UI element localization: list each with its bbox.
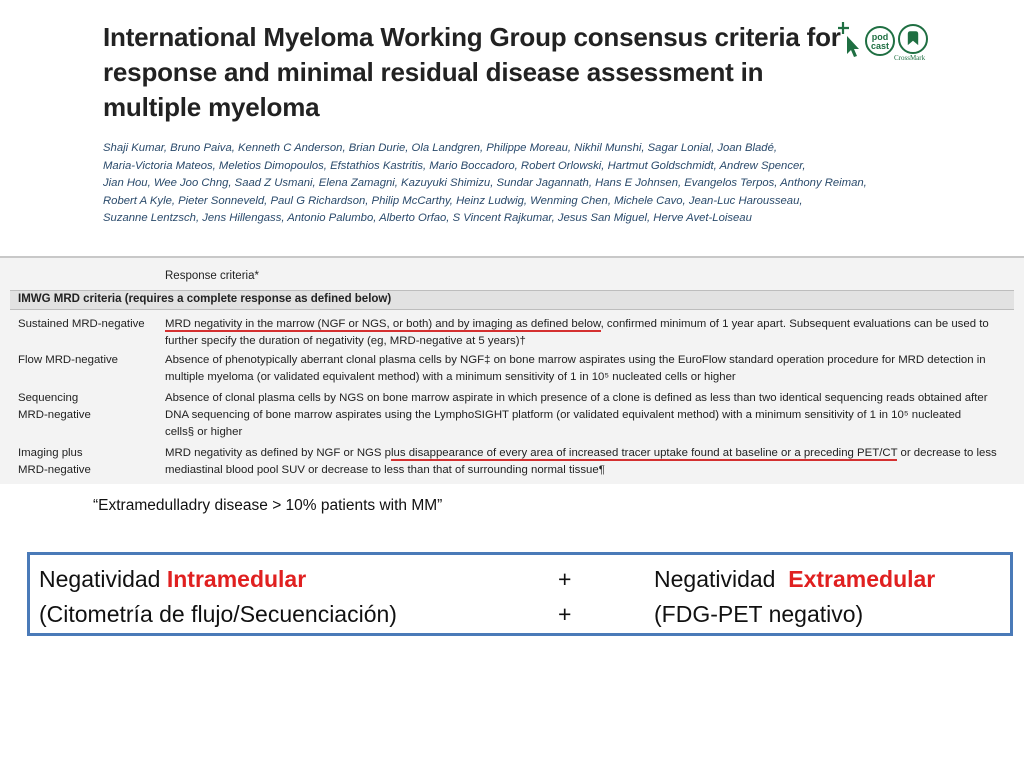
summary-box (27, 552, 1013, 636)
text-span: MRD negativity as defined by NGF or NGS p (165, 447, 391, 459)
podcast-bottom-label: cast (870, 41, 889, 51)
author-line: Shaji Kumar, Bruno Paiva, Kenneth C Anderson, Brian Durie, Ola Landgren, Philippe Moreau, Nikhil Munshi, Sagar Lonial, Joan Bladé, (103, 142, 778, 154)
row-label: Sustained MRD-negative (18, 318, 145, 330)
crossmark-label: CrossMark (894, 54, 926, 62)
intramedular-highlight: Intramedular (166, 566, 307, 592)
podcast-top-label: pod (871, 32, 889, 42)
text-span: , confirmed minimum of 1 year apart. Subsequent evaluations can be used to (600, 318, 989, 330)
summary-left: (Citometría de flujo/Secuenciación) (39, 601, 397, 627)
row-text (165, 316, 1010, 350)
row-label: Flow MRD-negative (18, 354, 119, 366)
row-text-line: cells§ or higher (165, 426, 243, 438)
section-header-band (10, 290, 1014, 310)
author-line: Suzanne Lentzsch, Jens Hillengass, Antonio Palumbo, Alberto Orfao, S Vincent Rajkumar, Jesus San Miguel, Herve Avet-Loiseau (103, 212, 752, 224)
row-text (165, 445, 1010, 479)
row-text-line: Absence of clonal plasma cells by NGS on bone marrow aspirate in which presence of a clone is defined as less than two identical sequencing reads obtained after (165, 392, 988, 404)
row-text-line: Absence of phenotypically aberrant clonal plasma cells by NGF‡ on bone marrow aspirates using the EuroFlow standard operation procedure for MRD detection in (165, 354, 986, 366)
row-label (18, 390, 158, 424)
summary-right: (FDG-PET negativo) (654, 601, 864, 627)
criteria-table (0, 256, 1024, 484)
row-label-line: Imaging plus (18, 447, 83, 459)
section-header: IMWG MRD criteria (requires a complete response as defined below) (18, 293, 392, 305)
article-title (103, 20, 841, 125)
title-line: International Myeloma Working Group consensus criteria for (103, 22, 841, 52)
extramedular-highlight: Extramedular (788, 566, 936, 592)
row-text-line: DNA sequencing of bone marrow aspirates using the LymphoSIGHT platform (or validated equivalent method) with a minimum sensitivity of 1 in 10⁵ nucleated (165, 409, 962, 421)
summary-left (39, 562, 306, 596)
summary-line-2 (39, 597, 999, 631)
summary-right (654, 562, 935, 596)
underlined-text: MRD negativity in the marrow (NGF or NGS, or both) and by imaging as defined below (165, 318, 601, 330)
row-text-line (165, 316, 1010, 333)
podcast-icon[interactable] (865, 26, 895, 56)
row-text (165, 390, 1010, 441)
row-text (165, 352, 1010, 386)
summary-right-prefix: Negatividad (654, 566, 789, 592)
text-span: or decrease to less (897, 447, 997, 459)
row-text-line: further specify the duration of negativity (eg, MRD-negative at 5 years)† (165, 335, 526, 347)
row-label-line: Sequencing (18, 392, 79, 404)
plus-cursor-icon (838, 20, 862, 60)
row-label (18, 445, 158, 479)
author-list (103, 140, 867, 228)
author-line: Robert A Kyle, Pieter Sonneveld, Paul G Richardson, Philip McCarthy, Heinz Ludwig, Wenming Chen, Michele Cavo, Jean-Luc Harousseau, (103, 194, 803, 207)
row-text-line: mediastinal blood pool SUV or decrease to less than that of surrounding normal tissue¶ (165, 464, 605, 476)
title-line: multiple myeloma (103, 92, 320, 122)
underlined-text: lus disappearance of every area of increased tracer uptake found at baseline or a preceding PET/CT (391, 447, 898, 459)
summary-left-prefix: Negatividad (39, 566, 167, 592)
row-label-line: MRD-negative (18, 464, 91, 476)
summary-line-1 (39, 562, 999, 596)
author-line: Maria-Victoria Mateos, Meletios Dimopoulos, Efstathios Kastritis, Mario Boccadoro, Robert Orlowski, Hartmut Goldschmidt, Andrew Spencer, (103, 159, 806, 172)
crossmark-icon[interactable] (898, 24, 928, 54)
row-text-line (165, 445, 1010, 462)
title-line: response and minimal residual disease assessment in (103, 57, 764, 87)
row-label-line: MRD-negative (18, 409, 91, 421)
summary-plus: + (558, 566, 572, 592)
quote-text: “Extramedulladry disease > 10% patients with MM” (93, 497, 443, 514)
row-text-line: multiple myeloma (or validated equivalent method) with a minimum sensitivity of 1 in 10⁵ nucleated cells or higher (165, 371, 736, 383)
article-badges (838, 20, 934, 65)
summary-plus: + (558, 601, 572, 627)
column-header: Response criteria* (165, 270, 259, 282)
author-line: Jian Hou, Wee Joo Chng, Saad Z Usmani, Elena Zamagni, Kazuyuki Shimizu, Sundar Jagannath, Hans E Johnsen, Evangelos Terpos, Anthony Reiman, (103, 177, 867, 189)
